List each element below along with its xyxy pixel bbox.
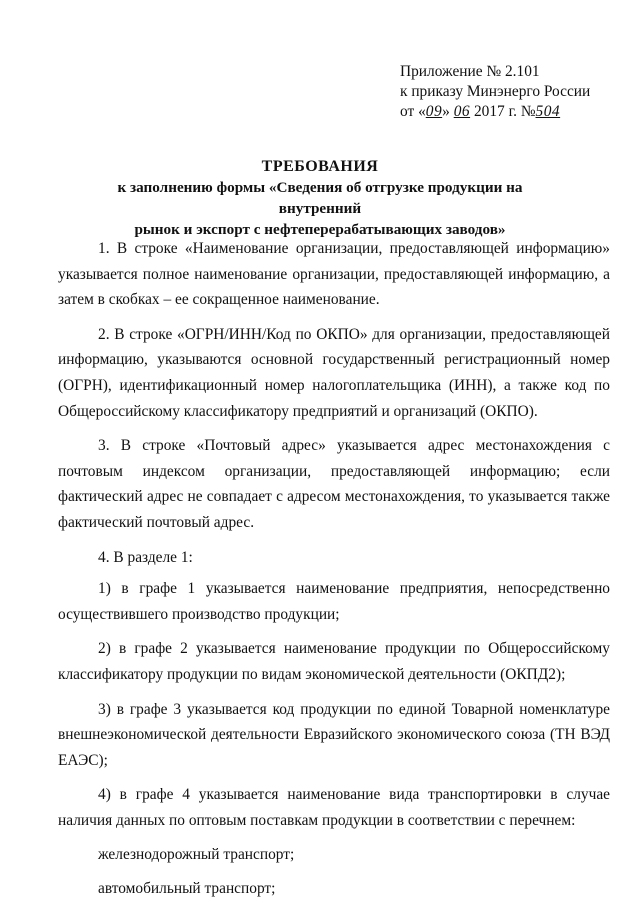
handwritten-month: 06	[453, 103, 471, 120]
appendix-line-2: к приказу Минэнерго России	[400, 83, 591, 100]
paragraph-1: 1. В строке «Наименование организации, предоставляющей информацию» указывается полное наименование организации, предоставляющей информацию, а затем в скобках – ее сокращенное наименование.	[58, 240, 610, 309]
appendix-line-1: Приложение № 2.101	[400, 63, 540, 80]
paragraph-2: 2. В строке «ОГРН/ИНН/Код по ОКПО» для организации, предоставляющей информацию, указываются основной государственный регистрационный номер (ОГРН), идентификационный номер налогоплательщика (ИНН), а также код по Общероссийскому классификатору предприятий и организаций (ОКПО).	[58, 325, 610, 420]
appendix-date-line	[400, 102, 620, 122]
title-heading: ТРЕБОВАНИЯ	[261, 158, 379, 175]
paragraph-4-4: 4) в графе 4 указывается наименование вида транспортировки в случае наличия данных по оптовым поставкам продукции в соответствии с перечнем:	[58, 786, 610, 829]
date-mid: »	[442, 103, 454, 120]
date-prefix: от «	[400, 103, 426, 120]
appendix-header	[400, 62, 620, 122]
transport-item-1: железнодорожный транспорт;	[98, 846, 295, 864]
paragraph-4: 4. В разделе 1:	[98, 548, 193, 566]
paragraph-4-2: 2) в графе 2 указывается наименование продукции по Общероссийскому классификатору продукции по видам экономической деятельности (ОКПД2);	[58, 640, 610, 683]
handwritten-number: 504	[535, 103, 561, 120]
paragraph-3: 3. В строке «Почтовый адрес» указывается адрес местонахождения с почтовым индексом организации, предоставляющей информацию; если фактический адрес не совпадает с адресом местонахождения, то указывается также фактический почтовый адрес.	[58, 437, 610, 531]
document-title	[80, 156, 560, 240]
date-year: 2017 г. №	[470, 103, 536, 120]
title-line-1: к заполнению формы «Сведения об отгрузке продукции на внутренний	[117, 179, 523, 217]
title-line-2: рынок и экспорт с нефтеперерабатывающих заводов»	[134, 221, 506, 238]
paragraph-4-1: 1) в графе 1 указывается наименование предприятия, непосредственно осуществившего производство продукции;	[58, 580, 610, 623]
paragraph-4-3: 3) в графе 3 указывается код продукции по единой Товарной номенклатуре внешнеэкономической деятельности Евразийского экономического союза (ТН ВЭД ЕАЭС);	[58, 700, 610, 769]
document-body	[58, 236, 610, 910]
handwritten-day: 09	[425, 103, 443, 120]
transport-item-2: автомобильный транспорт;	[98, 880, 276, 898]
